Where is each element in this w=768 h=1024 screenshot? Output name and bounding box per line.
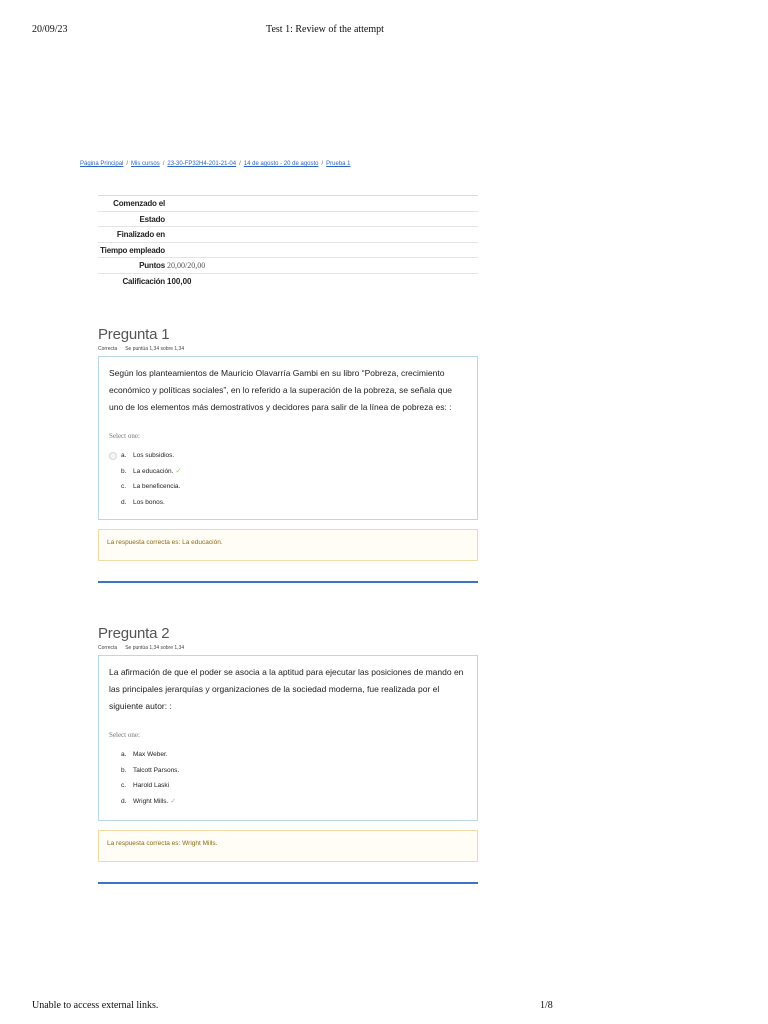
question-divider — [98, 882, 478, 884]
breadcrumb-separator: / — [239, 161, 241, 167]
breadcrumb — [80, 161, 351, 167]
option-letter: b. — [121, 766, 127, 774]
summary-row-finished — [98, 227, 478, 243]
correct-answer-feedback: La respuesta correcta es: Wright Mills. — [98, 830, 478, 862]
summary-row-started — [98, 196, 478, 212]
question-title: Pregunta 1 — [98, 326, 170, 343]
select-one-label: Select one: — [109, 432, 140, 440]
option-letter: d. — [121, 498, 127, 506]
question-score: Se puntúa 1,34 sobre 1,34 — [125, 346, 185, 352]
question-status: Correcta — [98, 645, 118, 651]
option-text: La educación. — [133, 467, 174, 475]
option-letter: a. — [121, 452, 127, 459]
option-text: Max Weber. — [133, 751, 168, 758]
question-status: Correcta — [98, 346, 118, 352]
option-letter: b. — [121, 467, 127, 475]
question-text: Según los planteamientos de Mauricio Olavarría Gambi en su libro “Pobreza, crecimiento económico y políticas sociales”, en lo referido a la superación de la pobreza, se señala que uno de los elementos más demostrativos y decidores para salir de la línea de pobreza es: : — [109, 368, 453, 412]
question-meta — [98, 645, 478, 651]
summary-label: Calificación — [122, 276, 165, 286]
option-text: Wright Mills. — [133, 797, 169, 805]
answer-option[interactable] — [109, 794, 467, 810]
question-block — [98, 326, 478, 583]
breadcrumb-my-courses-link[interactable]: Mis cursos — [131, 161, 160, 167]
correct-answer-feedback: La respuesta correcta es: La educación. — [98, 529, 478, 561]
answer-option[interactable] — [109, 479, 467, 495]
question-content-box — [98, 356, 478, 520]
option-text: Talcott Parsons. — [133, 766, 180, 774]
answer-options — [109, 448, 467, 510]
breadcrumb-quiz-link[interactable]: Prueba 1 — [326, 161, 351, 167]
answer-option[interactable] — [109, 448, 467, 464]
print-date: 20/09/23 — [32, 24, 68, 35]
attempt-summary-table — [98, 195, 478, 288]
summary-value: 100,00 — [167, 276, 192, 286]
correct-check-icon: ✓ — [170, 797, 177, 805]
breadcrumb-home-link[interactable]: Página Principal — [80, 161, 124, 167]
option-text: Harold Laski — [133, 782, 170, 789]
radio-icon[interactable] — [109, 452, 117, 460]
breadcrumb-week-link[interactable]: 14 de agosto - 20 de agosto — [243, 161, 319, 167]
print-footer-note: Unable to access external links. — [32, 1000, 159, 1011]
option-letter: a. — [121, 751, 127, 758]
answer-option[interactable] — [109, 464, 467, 480]
breadcrumb-separator: / — [126, 161, 129, 167]
summary-label: Tiempo empleado — [100, 245, 165, 255]
summary-value: 20,00/20,00 — [167, 261, 206, 270]
question-meta — [98, 346, 478, 352]
option-text: Los bonos. — [133, 498, 165, 506]
answer-option[interactable] — [109, 763, 467, 779]
question-score: Se puntúa 1,34 sobre 1,34 — [125, 645, 185, 651]
summary-label: Comenzado el — [113, 199, 165, 208]
correct-check-icon: ✓ — [175, 467, 182, 475]
summary-row-points — [98, 258, 478, 274]
option-text: La beneficencia. — [133, 483, 181, 490]
select-one-label: Select one: — [109, 731, 140, 739]
breadcrumb-course-link[interactable]: 23-30-FP32H4-201-21-04 — [167, 161, 237, 167]
summary-label: Finalizado en — [116, 230, 165, 239]
summary-row-time — [98, 243, 478, 259]
print-title: Test 1: Review of the attempt — [266, 24, 384, 35]
summary-label: Estado — [139, 214, 165, 224]
summary-row-state — [98, 212, 478, 228]
option-letter: c. — [121, 483, 127, 490]
answer-option[interactable] — [109, 778, 467, 794]
question-content-box — [98, 655, 478, 821]
option-letter: c. — [121, 782, 127, 789]
question-text: La afirmación de que el poder se asocia a la aptitud para ejecutar las posiciones de mando en las principales jerarquías y organizaciones de la sociedad moderna, fue realizada por el siguiente autor: : — [109, 667, 464, 711]
question-block — [98, 625, 478, 884]
answer-options — [109, 747, 467, 809]
question-title: Pregunta 2 — [98, 625, 170, 642]
print-page-number: 1/8 — [540, 1000, 553, 1011]
summary-row-grade — [98, 274, 478, 289]
option-text: Los subsidios. — [133, 452, 175, 459]
summary-label: Puntos — [139, 261, 165, 270]
answer-option[interactable] — [109, 747, 467, 763]
answer-option[interactable] — [109, 495, 467, 511]
option-letter: d. — [121, 797, 127, 805]
breadcrumb-separator: / — [162, 161, 165, 167]
breadcrumb-separator: / — [321, 161, 324, 167]
question-divider — [98, 581, 478, 583]
